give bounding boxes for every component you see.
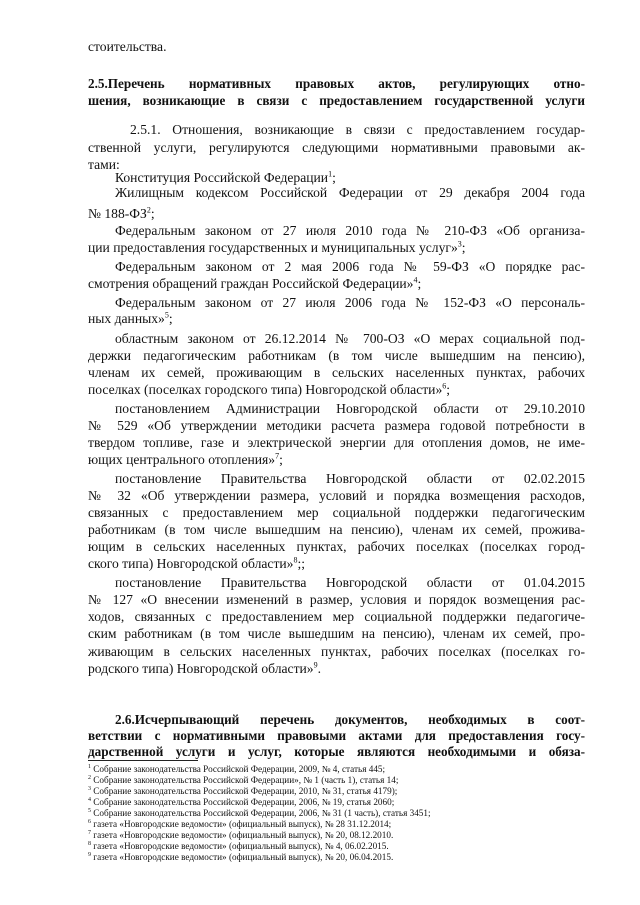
section-2-6-heading-line-2: ветствии с нормативными правовыми актами для предоставления госу- [88,728,585,743]
list-item-regional-law-700: держки педагогическим работникам (в том числе вышедшим на пенсию), [88,348,585,363]
list-item-housing-code: № $188-ФЗ^2$; [88,205,155,221]
footnote: $^5$ Собрание законодательства Российской Федерации, 2006, № 31 (1 часть), статья 3451; [88,807,431,818]
list-item-constitution: Конституция Российской Федерации$^1$; [115,169,336,185]
list-item-law-59: Федеральным законом от 2 мая 2006 года № 59-ФЗ «О порядке рас- [115,259,585,274]
list-item-law-210: Федеральным законом от 27 июля 2010 года № 210-ФЗ «Об организа- [115,223,585,238]
list-item-resolution-127: ходов, связанных с предоставлением мер социальной поддержки педагогиче- [88,609,585,624]
footnote: $^4$ Собрание законодательства Российской Федерации, 2006, № 19, статья 2060; [88,796,395,807]
list-item-resolution-529: твердом топливе, газе и электрической энергии для отопления домов, не име- [88,435,585,450]
list-item-resolution-32: ющим в сельских населенных пунктах, рабочих поселках (поселках город- [88,539,585,554]
list-item-law-152: ных данных»$^5$; [88,310,173,326]
footnote: $^6$ газета «Новгородские ведомости» (официальный выпуск), № 28 31.12.2014; [88,818,392,829]
list-item-resolution-529: постановлением Администрации Новгородской области от 29.10.2010 [115,401,585,416]
paragraph-2-5-1-line: ственной услуги, регулируются следующими нормативными правовыми ак- [88,140,585,155]
footnote: $^1$ Собрание законодательства Российской Федерации, 2009, № 4, статья 445; [88,763,386,774]
section-2-6-heading-line-1: 2.6.Исчерпывающий перечень документов, необходимых в соот- [115,712,585,727]
section-2-6-heading-line-3: дарственной услуги и услуг, которые являются необходимыми и обяза- [88,744,585,759]
list-item-resolution-127: № 127 «О внесении изменений в размер, условия и порядок возмещения рас- [88,592,585,607]
footnote: $^2$ Собрание законодательства Российской Федерации», № 1 (часть 1), статья 14; [88,774,399,785]
list-item-resolution-32: постановление Правительства Новгородской области от 02.02.2015 [115,471,585,486]
list-item-resolution-32: связанных с предоставлением мер социальной поддержки педагогическим [88,505,585,520]
list-item-resolution-127: родского типа) Новгородской области»$^9$. [88,660,321,676]
section-2-5-heading-line-2: шения, возникающие в связи с предоставлением государственной услуги [88,93,585,108]
list-item-regional-law-700: областным законом от 26.12.2014 № 700-ОЗ «О мерах социальной под- [115,331,585,346]
footnote-separator [88,760,198,761]
list-item-resolution-127: живающим в сельских населенных пунктах, рабочих поселках (поселках го- [88,644,585,659]
list-item-resolution-32: работникам (в том числе вышедшим на пенсию), членам их семей, прожива- [88,522,585,537]
footnote: $^9$ газета «Новгородские ведомости» (официальный выпуск), № 20, 06.04.2015. [88,851,394,862]
paragraph-2-5-1-line: 2.5.1. Отношения, возникающие в связи с предоставлением государ- [130,122,585,137]
paragraph-2-5-1-line: тами: [88,157,120,172]
list-item-housing-code: Жилищным кодексом Российской Федерации от 29 декабря 2004 года [115,185,585,200]
list-item-regional-law-700: членам их семей, проживающим в сельских населенных пунктах, рабочих [88,365,585,380]
list-item-resolution-32: № 32 «Об утверждении размера, условий и порядка возмещения расходов, [88,488,585,503]
section-2-5-heading-line-1: 2.5.Перечень нормативных правовых актов, регулирующих отно- [88,76,585,91]
list-item-resolution-529: ющих центрального отопления»$^7$; [88,451,283,467]
list-item-law-59: смотрения обращений граждан Российской Федерации»$^4$; [88,275,422,291]
list-item-law-210: ции предоставления государственных и муниципальных услуг»$^3$; [88,239,466,255]
list-item-regional-law-700: поселках (поселках городского типа) Новгородской области»$^6$; [88,381,451,397]
list-item-resolution-127: ским работникам (в том числе вышедшим на пенсию), членам их семей, про- [88,626,585,641]
footnote: $^7$ газета «Новгородские ведомости» (официальный выпуск), № 20, 08.12.2010. [88,829,394,840]
list-item-resolution-529: № 529 «Об утверждении методики расчета размера годовой потребности в [88,418,585,433]
top-fragment: стоительства. [88,39,167,54]
footnote: $^8$ газета «Новгородские ведомости» (официальный выпуск), № 4, 06.02.2015. [88,840,389,851]
list-item-law-152: Федеральным законом от 27 июля 2006 года № 152-ФЗ «О персональ- [115,295,585,310]
list-item-resolution-127: постановление Правительства Новгородской области от 01.04.2015 [115,575,585,590]
footnote: $^3$ Собрание законодательства Российской Федерации, 2010, № 31, статья 4179); [88,785,398,796]
list-item-resolution-32: ского типа) Новгородской области»$^8$;; [88,555,306,571]
